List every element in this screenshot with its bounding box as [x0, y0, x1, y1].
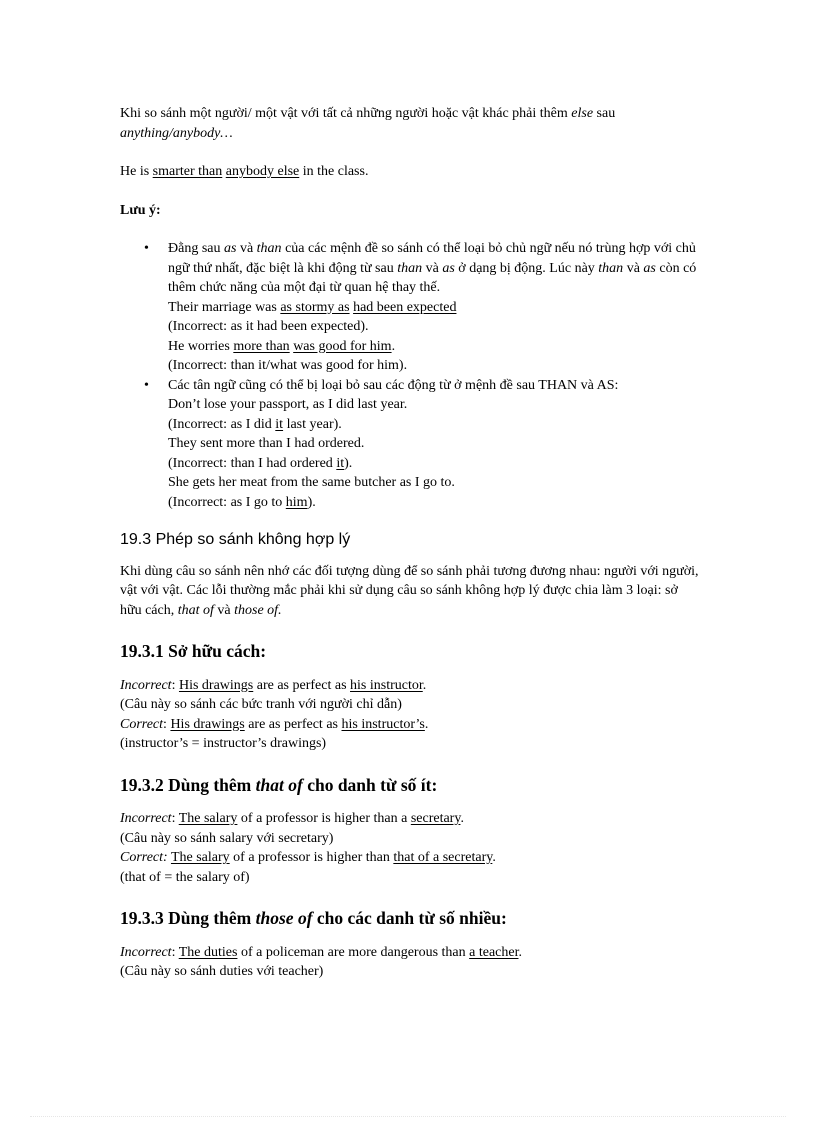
- section-19-3-paragraph: [120, 562, 700, 621]
- underlined-phrase: His drawings: [170, 716, 245, 732]
- text-span: :: [171, 811, 179, 826]
- text-span: 19.3.3 Dùng thêm: [120, 908, 256, 928]
- text-span: are as perfect as: [244, 716, 342, 732]
- intro-text: Khi so sánh một người/ một vật với tất cả những người hoặc vật khác phải thêm: [120, 106, 572, 121]
- italic-term: those of.: [234, 602, 282, 618]
- list-item: [144, 239, 700, 376]
- text-span: ở dạng bị động. Lúc này: [454, 260, 599, 276]
- section-19-3-2-examples: [120, 809, 700, 887]
- italic-term: than: [256, 241, 282, 256]
- notes-list: [120, 239, 700, 512]
- text-span: .: [492, 850, 496, 865]
- section-19-3-1-examples: [120, 676, 700, 754]
- underlined-phrase: His drawings: [178, 677, 254, 693]
- text-span: và: [623, 260, 644, 276]
- intro-paragraph: [120, 104, 700, 143]
- text-span: :: [171, 944, 179, 960]
- underlined-phrase: his instructor: [350, 677, 423, 693]
- underlined-phrase: a teacher: [469, 944, 519, 960]
- text-span: (Incorrect: as I go to: [168, 494, 286, 510]
- underlined-phrase: his instructor’s: [341, 716, 425, 732]
- text-span: of a professor is higher than a: [237, 811, 411, 826]
- underlined-phrase: it: [275, 416, 284, 432]
- incorrect-label: Incorrect: [120, 677, 172, 693]
- text-span: (Incorrect: than I had ordered: [168, 455, 337, 471]
- text-span: of a policeman are more dangerous than: [237, 944, 470, 960]
- section-heading-19-3-3: [120, 909, 700, 929]
- underlined-phrase: The salary: [170, 850, 230, 865]
- text-span: .: [460, 811, 464, 826]
- text-span: are as perfect as: [253, 677, 351, 693]
- section-heading-19-3: 19.3 Phép so sánh không hợp lý: [120, 531, 351, 548]
- italic-term: that of: [177, 602, 214, 618]
- bullet-icon: •: [144, 377, 149, 393]
- text-span: .: [424, 716, 429, 732]
- underlined-phrase: The salary: [178, 811, 238, 826]
- italic-term: those of: [255, 908, 313, 928]
- underlined-phrase: secretary: [410, 811, 461, 826]
- section-19-3-3-examples: [120, 943, 700, 982]
- intro-else: else: [571, 106, 594, 121]
- text-span: và: [422, 260, 443, 276]
- underlined-phrase: it: [336, 455, 345, 471]
- text-span: (Câu này so sánh duties với teacher): [120, 964, 324, 979]
- text-span: :: [163, 716, 171, 732]
- underlined-phrase: The duties: [178, 944, 238, 960]
- underlined-phrase: was good for him: [293, 338, 392, 354]
- text-span: (Câu này so sánh salary với secretary): [120, 830, 334, 846]
- text-span: và: [213, 602, 235, 618]
- intro-text-end: sau: [593, 106, 616, 121]
- text-span: She gets her meat from the same butcher as I go to.: [168, 475, 455, 490]
- page-bottom-divider: [30, 1116, 786, 1117]
- correct-label: Correct:: [120, 850, 168, 865]
- italic-term: as: [442, 260, 455, 276]
- text-span: còn có thêm chức năng của một đại từ quan hệ thay thế.: [168, 260, 697, 295]
- intro-anything: anything/anybody…: [120, 125, 233, 141]
- incorrect-label: Incorrect: [120, 811, 172, 826]
- text-span: ).: [307, 494, 316, 510]
- text-span: .: [422, 677, 427, 693]
- text-span: cho danh từ số ít:: [302, 774, 438, 795]
- text-span: ).: [344, 455, 353, 471]
- text-span: (that of = the salary of): [120, 869, 250, 885]
- bullet-icon: •: [144, 241, 149, 256]
- italic-term: as: [224, 241, 237, 256]
- italic-term: as: [643, 260, 656, 276]
- underlined-phrase: him: [285, 494, 308, 510]
- italic-term: that of: [255, 774, 303, 795]
- underlined-phrase: as stormy as: [280, 299, 350, 315]
- section-heading-19-3-1: 19.3.1 Sở hữu cách:: [120, 641, 267, 661]
- text-span: last year).: [283, 416, 342, 432]
- text-span: .: [391, 338, 396, 354]
- text-span: của các mệnh đề so sánh có thể loại bỏ chủ ngữ nếu nó trùng hợp với chủ ngữ thứ nhất, đặc biệt là khi động từ sau: [168, 241, 696, 276]
- text-span: of a professor is higher than: [229, 850, 394, 865]
- text-span: They sent more than I had ordered.: [168, 436, 365, 451]
- section-heading-19-3-2: [120, 776, 700, 796]
- text-span: cho các danh từ số nhiều:: [312, 908, 507, 928]
- correct-label: Correct: [120, 716, 164, 732]
- text-span: và: [236, 241, 257, 256]
- document-page: [120, 104, 700, 982]
- italic-term: than: [598, 260, 624, 276]
- text-span: Khi dùng câu so sánh nên nhớ các đối tượng dùng để so sánh phải tương đương nhau: người với người, vật với vật. Các lỗi thường mắc phải khi sử dụng câu so sánh không hợp lý được chia làm 3 loại: sở hữu cách,: [120, 563, 699, 618]
- text-span: He is: [120, 164, 153, 179]
- underlined-phrase: that of a secretary: [393, 850, 493, 865]
- text-span: 19.3.2 Dùng thêm: [120, 774, 256, 795]
- list-item: [144, 376, 700, 513]
- text-span: Their marriage was: [168, 299, 281, 315]
- note-heading: Lưu ý:: [120, 202, 161, 218]
- incorrect-label: Incorrect: [120, 944, 172, 960]
- underlined-phrase: had been expected: [353, 299, 457, 315]
- text-span: (instructor’s = instructor’s drawings): [120, 736, 327, 751]
- text-span: Đằng sau: [168, 241, 224, 256]
- text-span: :: [171, 677, 179, 693]
- text-span: Don’t lose your passport, as I did last year.: [168, 397, 408, 412]
- underlined-phrase: more than: [233, 338, 290, 354]
- text-span: (Incorrect: than it/what was good for him).: [168, 358, 408, 373]
- text-span: in the class.: [299, 164, 369, 179]
- text-span: (Incorrect: as I did: [168, 416, 276, 432]
- text-span: He worries: [168, 338, 234, 354]
- text-span: Các tân ngữ cũng có thể bị loại bỏ sau các động từ ở mệnh đề sau THAN và AS:: [168, 377, 619, 393]
- text-span: (Câu này so sánh các bức tranh với người chỉ dẫn): [120, 697, 402, 712]
- italic-term: than: [397, 260, 423, 276]
- text-span: (Incorrect: as it had been expected).: [168, 319, 369, 334]
- underlined-phrase: anybody else: [225, 164, 300, 179]
- text-span: .: [518, 944, 522, 960]
- example-sentence: [120, 162, 700, 182]
- underlined-phrase: smarter than: [152, 164, 223, 179]
